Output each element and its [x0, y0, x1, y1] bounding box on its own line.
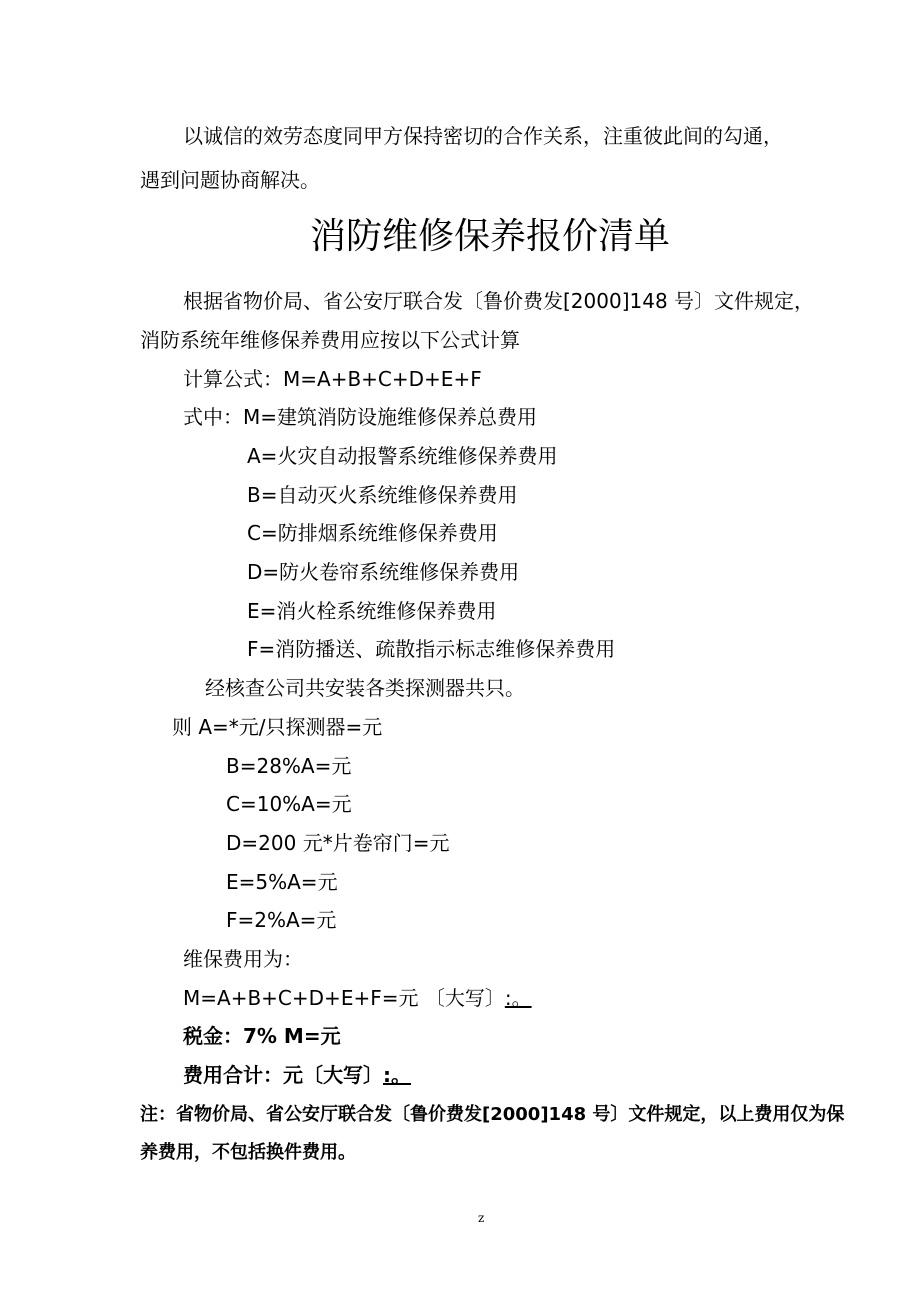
page-number: z — [478, 1211, 485, 1225]
calc-b: B=28%A=元 — [226, 754, 352, 778]
page-title: 消防维修保养报价清单 — [309, 216, 670, 257]
calc-f: F=2%A=元 — [226, 908, 337, 932]
note-line-1: 注：省物价局、省公安厅联合发〔鲁价费发[2000]148 号〕文件规定，以上费用仅为保 — [140, 1104, 845, 1125]
calc-d: D=200 元*片卷帘门=元 — [226, 831, 450, 855]
total-m-fill: :。 — [504, 986, 532, 1010]
calc-e: E=5%A=元 — [226, 870, 338, 894]
sum-text: 费用合计：元〔大写〕 — [183, 1063, 383, 1087]
intro-line-2: 遇到问题协商解决。 — [140, 168, 320, 192]
definition-c: C=防排烟系统维修保养费用 — [247, 521, 498, 545]
definition-m: 式中：M=建筑消防设施维修保养总费用 — [183, 405, 538, 429]
note-line-2: 养费用，不包括换件费用。 — [140, 1142, 356, 1163]
total-m-line — [183, 984, 532, 1012]
basis-line-2: 消防系统年维修保养费用应按以下公式计算 — [140, 328, 520, 352]
calc-a: 则 A=*元/只探测器=元 — [172, 715, 383, 739]
check-line: 经核查公司共安装各类探测器共只。 — [205, 676, 525, 700]
tax-line: 税金：7% M=元 — [183, 1024, 341, 1048]
formula-line: 计算公式：M=A+B+C+D+E+F — [183, 367, 482, 391]
sum-line — [183, 1061, 411, 1089]
definition-a: A=火灾自动报警系统维修保养费用 — [247, 444, 558, 468]
definition-f: F=消防播送、疏散指示标志维修保养费用 — [247, 637, 616, 661]
definition-e: E=消火栓系统维修保养费用 — [247, 599, 497, 623]
calc-c: C=10%A=元 — [226, 792, 352, 816]
basis-line-1: 根据省物价局、省公安厅联合发〔鲁价费发[2000]148 号〕文件规定， — [183, 289, 815, 313]
intro-line-1: 以诚信的效劳态度同甲方保持密切的合作关系，注重彼此间的勾通， — [183, 124, 783, 148]
maint-label: 维保费用为： — [183, 947, 303, 971]
sum-fill: :。 — [383, 1063, 411, 1087]
definition-b: B=自动灭火系统维修保养费用 — [247, 483, 518, 507]
definition-d: D=防火卷帘系统维修保养费用 — [247, 560, 520, 584]
total-m-text: M=A+B+C+D+E+F=元 〔大写〕 — [183, 986, 505, 1010]
